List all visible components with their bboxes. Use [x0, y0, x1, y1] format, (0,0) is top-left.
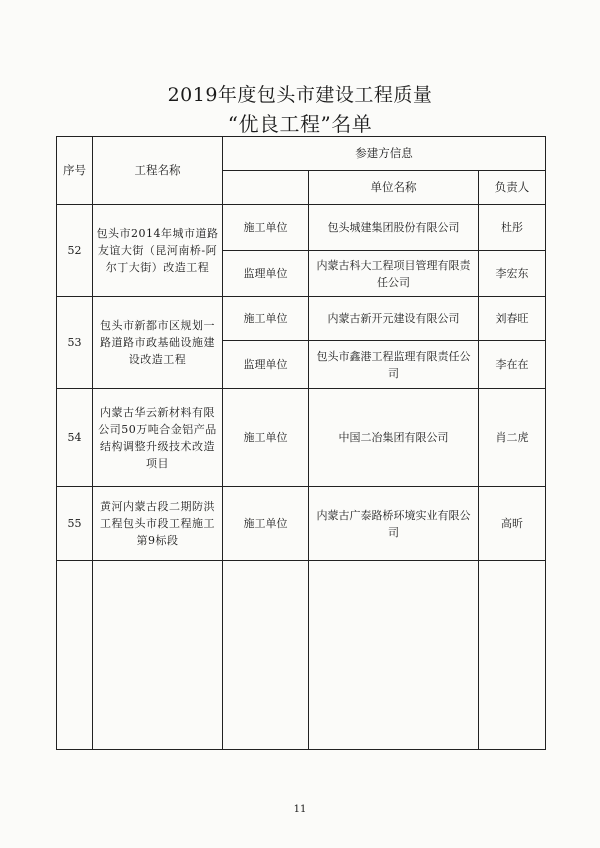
table-row: [57, 389, 546, 487]
page-number: 11: [293, 804, 307, 815]
unit-name: 包头市鑫港工程监理有限责任公司: [309, 341, 479, 389]
empty-row: [57, 561, 546, 750]
unit-person: 李宏东: [479, 251, 546, 297]
row-project: 包头市2014年城市道路友谊大街（昆河南桥-阿尔丁大街）改造工程: [93, 205, 223, 297]
unit-person: 刘春旺: [479, 297, 546, 341]
unit-person: 李在在: [479, 341, 546, 389]
unit-role: 施工单位: [223, 487, 309, 561]
unit-role: 监理单位: [223, 251, 309, 297]
row-seq: 55: [57, 487, 93, 561]
row-project: 内蒙古华云新材料有限公司50万吨合金铝产品结构调整升级技术改造项目: [93, 389, 223, 487]
unit-name: 内蒙古科大工程项目管理有限责任公司: [309, 251, 479, 297]
header-person: 负责人: [479, 171, 546, 205]
table-row: [57, 205, 546, 251]
unit-name: 中国二冶集团有限公司: [309, 389, 479, 487]
unit-role: 监理单位: [223, 341, 309, 389]
unit-role: 施工单位: [223, 205, 309, 251]
row-seq: 54: [57, 389, 93, 487]
honor-list-table: [56, 136, 546, 750]
row-seq: 53: [57, 297, 93, 389]
row-project: 黄河内蒙古段二期防洪工程包头市段工程施工第9标段: [93, 487, 223, 561]
unit-role: 施工单位: [223, 389, 309, 487]
header-project: 工程名称: [93, 137, 223, 205]
header-participants: 参建方信息: [223, 137, 546, 171]
unit-person: 高昕: [479, 487, 546, 561]
header-seq: 序号: [57, 137, 93, 205]
unit-name: 内蒙古广泰路桥环境实业有限公司: [309, 487, 479, 561]
document-title-line2: “优良工程”名单: [227, 112, 373, 136]
table-row: [57, 297, 546, 341]
table-row: [57, 487, 546, 561]
unit-name: 包头城建集团股份有限公司: [309, 205, 479, 251]
row-project: 包头市新都市区规划一路道路市政基础设施建设改造工程: [93, 297, 223, 389]
unit-person: 肖二虎: [479, 389, 546, 487]
unit-person: 杜彤: [479, 205, 546, 251]
unit-name: 内蒙古新开元建设有限公司: [309, 297, 479, 341]
document-title-line1: 2019年度包头市建设工程质量: [167, 84, 433, 106]
unit-role: 施工单位: [223, 297, 309, 341]
row-seq: 52: [57, 205, 93, 297]
header-unit-name: 单位名称: [309, 171, 479, 205]
